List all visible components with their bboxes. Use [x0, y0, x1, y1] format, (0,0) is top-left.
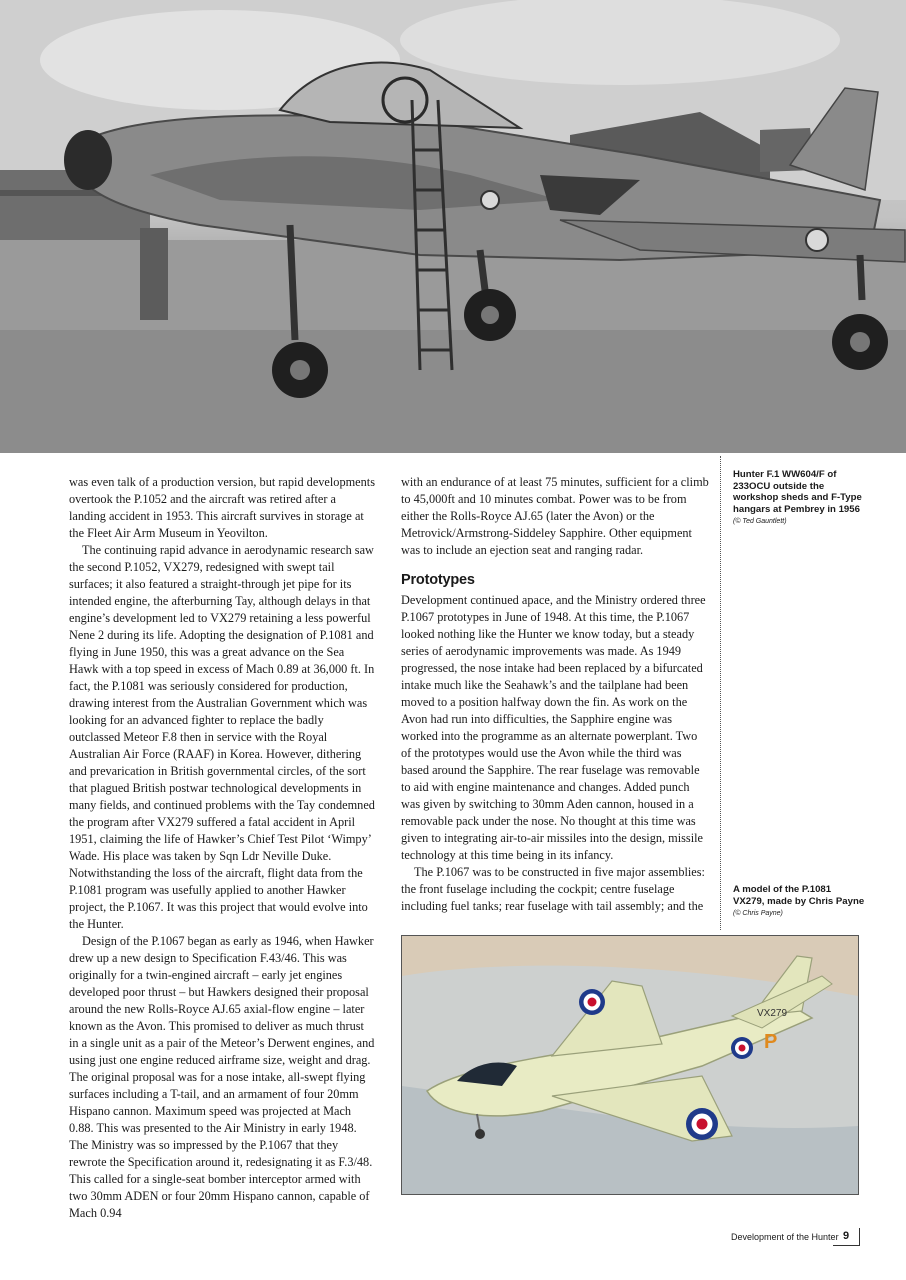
running-title: Development of the Hunter	[731, 1232, 839, 1242]
page-number: 9	[833, 1228, 860, 1246]
article-column-left	[69, 474, 375, 1222]
model-roundel-fuselage	[731, 1037, 753, 1059]
caption-text: A model of the P.1081 VX279, made by Chris Payne	[733, 884, 865, 907]
photo-caption-bottom	[733, 884, 865, 920]
nose-radome	[64, 130, 112, 190]
article-paragraph: was even talk of a production version, but rapid developments overtook the P.1052 and the aircraft was retired after a landing accident in 1953. This aircraft survives in storage at the Fleet Air Arm Museum in Yeovilton.	[69, 475, 375, 540]
apron-foreground	[0, 330, 906, 453]
model-wheel	[475, 1129, 485, 1139]
caption-text: Hunter F.1 WW604/F of 233OCU outside the workshop sheds and F-Type hangars at Pembrey in 1956	[733, 469, 862, 515]
model-serial: VX279	[757, 1008, 788, 1019]
photo-caption-top	[733, 469, 865, 528]
hunter-photo	[0, 0, 906, 453]
article-paragraph: Design of the P.1067 began as early as 1946, when Hawker drew up a new design to Specification F.43/46. This was originally for a twin-engined aircraft – early jet engines developed poor thrust – but Hawkers designed their proposal around the new Rolls-Royce AJ.65 axial-flow engine – later known as the Avon. This promised to deliver as much thrust in a single unit as a pair of the Meteor’s Derwent engines, and using just one engine reduced airframe size, weight and drag. The original proposal was for a nose intake, all-swept flying surfaces including a T-tail, and an armament of four 20mm Hispano cannon. Maximum speed was projected at Mach 0.88. This was presented to the Air Ministry in early 1948. The Ministry was so impressed by the P.1067 that they rewrote the Specification around it, redesignating it as F.3/48. This called for a single-seat bomber interceptor armed with two 30mm ADEN or four 20mm Hispano cannon, capable of Mach 0.94	[69, 934, 375, 1220]
model-letter: P	[764, 1031, 778, 1053]
article-paragraph: Development continued apace, and the Ministry ordered three P.1067 prototypes in June of 1948. At this time, the P.1067 looked nothing like the Hunter we know today, but a steady series of aerodynamic improvements was made. As 1949 progressed, the nose intake had been replaced by a bifurcated intake much like the Seahawk’s and the tailplane had been moved to a position halfway down the fin. As work on the Avon had run into difficulties, the Sapphire engine was worked into the programme as an alternate powerplant. Two of the prototypes would use the Avon while the third was based around the Sapphire. The rear fuselage was removable to aid with engine maintenance and changes. Added punch was given by switching to 30mm Aden cannon, housed in a removable pack under the nose. No thought at this time was given to integrating air-to-air missiles into the design, missile technology at this time being in its infancy.	[401, 593, 706, 862]
model-photo-drawing	[402, 936, 858, 1194]
fuselage-roundel	[481, 191, 499, 209]
article-paragraph: The continuing rapid advance in aerodynamic research saw the second P.1052, VX279, redesigned with swept tail surfaces; it also featured a straight-through jet pipe for its intended engine, the afterburning Tay, although delays in that engine’s development led to VX279 retaining a less powerful Nene 2 during its life. Adopting the designation of P.1081 and flying in June 1950, this was a great advance on the Sea Hawk with a top speed in excess of Mach 0.89 at 36,000 ft. In fact, the P.1081 was seriously considered for production, drawing interest from the Australian Government which was looking for an advanced fighter to replace the badly outclassed Meteor F.8 then in service with the Royal Australian Air Force (RAAF) in Korea. However, dithering and prevarication in British governmental circles, of the sort that plagued British postwar technological developments in many fields, and continued problems with the Tay condemned the program after VX279 suffered a fatal accident in April 1951, claiming the life of Hawker’s Chief Test Pilot ‘Wimpy’ Wade. His place was taken by Sqn Ldr Neville Duke. Notwithstanding the loss of the aircraft, flight data from the P.1081 program was usefully applied to another Hawker project, the P.1067. It was this project that would evolve into the Hunter.	[69, 543, 375, 931]
photo-credit: (© Ted Gauntlett)	[733, 518, 787, 526]
model-roundel-upper	[579, 989, 605, 1015]
article-paragraph: The P.1067 was to be constructed in five major assemblies: the front fuselage including the cockpit; centre fuselage including fuel tanks; rear fuselage with tail assembly; and the	[401, 865, 705, 913]
caption-divider	[720, 456, 721, 930]
hunter-photo-drawing	[0, 0, 906, 453]
model-roundel-lower	[686, 1108, 718, 1140]
photo-credit: (© Chris Payne)	[733, 910, 783, 918]
wheel-chock	[140, 228, 168, 320]
model-photo	[401, 935, 859, 1195]
article-paragraph: with an endurance of at least 75 minutes, sufficient for a climb to 45,000ft and 10 minutes combat. Power was to be from either the Rolls-Royce AJ.65 (later the Avon) or the Metrovick/Armstrong-Siddeley Sapphire. Other equipment was to include an ejection seat and ranging radar.	[401, 475, 709, 557]
wing-roundel	[806, 229, 828, 251]
section-heading: Prototypes	[401, 572, 475, 588]
article-column-middle	[401, 474, 709, 915]
